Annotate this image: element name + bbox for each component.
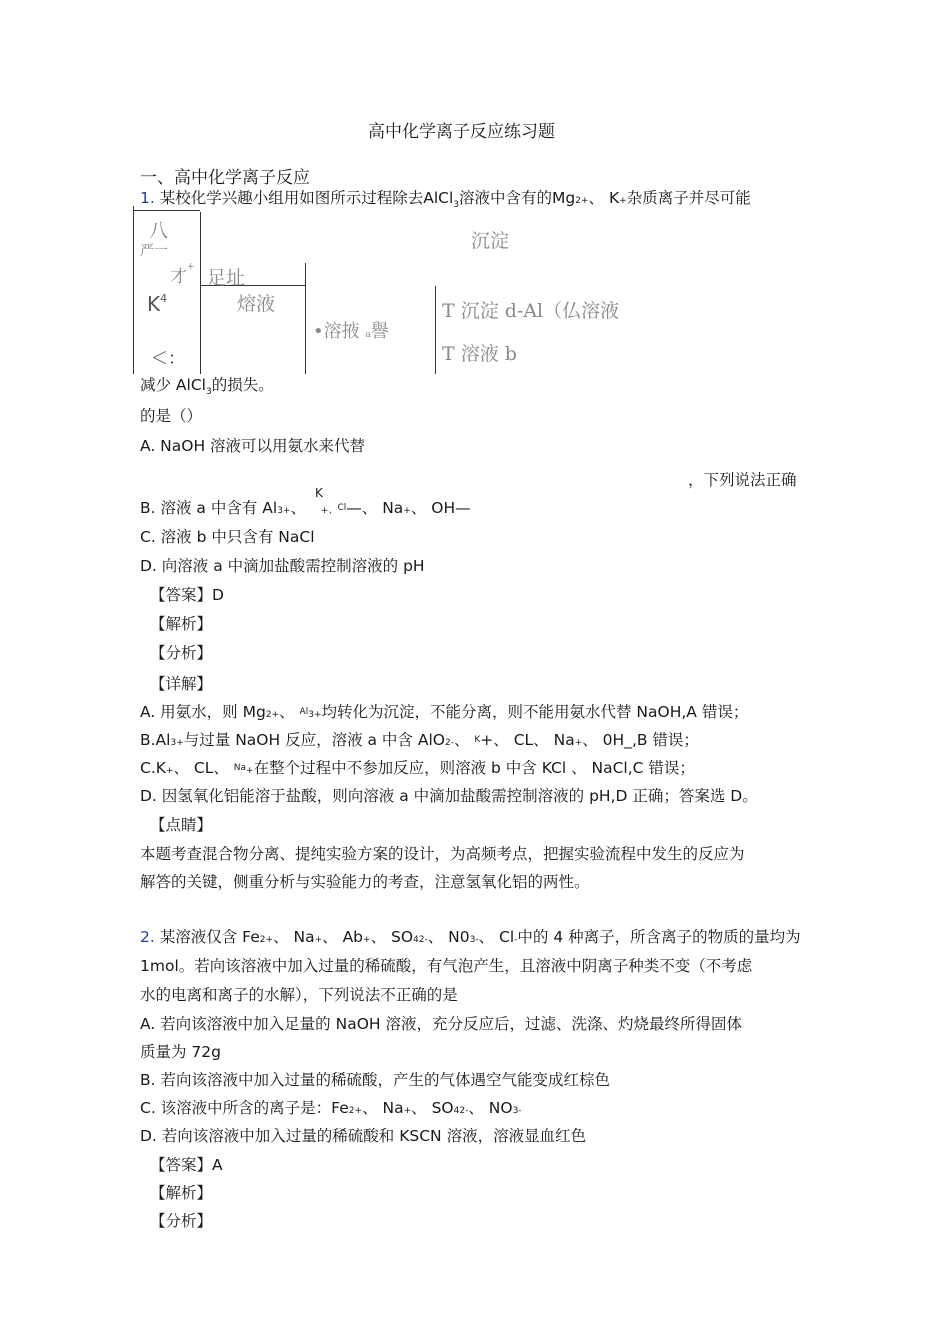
q1-stem-cont: 减少 AlCl$_3$的损失。 xyxy=(140,376,274,398)
q1-fenxi: 【分析】 xyxy=(150,644,213,662)
q2-option-a-line1: A. 若向该溶液中加入足量的 NaOH 溶液，充分反应后，过滤、洗涤、灼烧最终所得固体 xyxy=(140,1015,742,1033)
fig-right-1: T 沉淀 d-Al（仏溶液 xyxy=(442,300,620,322)
fig-mid-top: 足址 xyxy=(207,267,246,289)
q2-stem-line2: 1mol。若向该溶液中加入过量的稀硫酸，有气泡产生，且溶液中阴离子种类不变（不考虑 xyxy=(140,957,753,975)
fig-top-label: 沉淀 xyxy=(471,230,510,252)
q1-right-fragment: ，下列说法正确 xyxy=(688,471,797,489)
q1-option-b: B. 溶液 a 中含有 Al3+、 +、$^{Cl}$—、 Na+、 OH— xyxy=(140,499,471,517)
fig-mid-3: •溶掖 a譽 xyxy=(313,321,389,342)
q2-stem-line3: 水的电离和离子的水解），下列说法不正确的是 xyxy=(140,986,458,1004)
q2-answer: 【答案】A xyxy=(150,1156,223,1174)
q2-option-d: D. 若向该溶液中加入过量的稀硫酸和 KSCN 溶液，溶液显血红色 xyxy=(140,1127,587,1145)
q1-summary-line2: 解答的关键，侧重分析与实验能力的考查，注意氢氧化铝的两性。 xyxy=(140,873,590,891)
flowchart-figure xyxy=(133,206,813,374)
fig-right-2: T 溶液 b xyxy=(442,343,517,365)
fig-left-2: 严一 xyxy=(140,243,168,259)
q2-fenxi: 【分析】 xyxy=(150,1212,213,1230)
q1-summary-line1: 本题考查混合物分离、提纯实验方案的设计，为高频考点，把握实验流程中发生的反应为 xyxy=(140,845,745,863)
q2-option-b: B. 若向该溶液中加入过量的稀硫酸，产生的气体遇空气能变成红棕色 xyxy=(140,1071,610,1089)
section-heading: 一、高中化学离子反应 xyxy=(140,168,310,188)
fig-left-top: 八 xyxy=(149,220,169,242)
fig-left-bottom: ＜： xyxy=(151,349,185,369)
q1-answer: 【答案】D xyxy=(150,586,224,604)
fig-mid-2: 熔液 xyxy=(237,293,276,315)
q1-analysis: 【解析】 xyxy=(150,615,213,633)
q1-option-b-k: K xyxy=(315,486,323,500)
q1-number: 1. xyxy=(140,189,155,207)
q1-detail: 【详解】 xyxy=(150,675,213,693)
q1-detail-b: B.Al3+与过量 NaOH 反应，溶液 a 中含 AlO2-、 $^K$+、 CL、 Na+、 0H_,B 错误； xyxy=(140,731,699,749)
q1-stem-line: 1. 某校化学兴趣小组用如图所示过程除去AlCl$_3$溶液中含有的Mg2+、 K+杂质离子并尽可能 xyxy=(140,189,751,211)
q1-option-a: A. NaOH 溶液可以用氨水来代替 xyxy=(140,437,366,455)
q1-stem-end: 的是（） xyxy=(140,407,203,425)
page-title: 高中化学离子反应练习题 xyxy=(368,122,555,142)
fig-left-3: 才+ xyxy=(170,262,195,287)
q2-option-a-line2: 质量为 72g xyxy=(140,1043,221,1061)
q2-stem-line1: 2. 某溶液仅含 Fe2+、 Na+、 Ab+、 SO42-、 N03-、 Cl-中的 4 种离子，所含离子的物质的量均为 xyxy=(140,928,801,946)
fig-left-k: $K^4$ xyxy=(147,292,168,316)
q1-dianjing: 【点睛】 xyxy=(150,816,213,834)
q1-option-d: D. 向溶液 a 中滴加盐酸需控制溶液的 pH xyxy=(140,557,425,575)
q1-option-c: C. 溶液 b 中只含有 NaCl xyxy=(140,528,315,546)
q1-detail-a: A. 用氨水，则 Mg2+、 $^{Al}$3+均转化为沉淀，不能分离，则不能用氨水代替 NaOH,A 错误； xyxy=(140,703,749,721)
q1-detail-d: D. 因氢氧化铝能溶于盐酸，则向溶液 a 中滴加盐酸需控制溶液的 pH,D 正确；答案选 D。 xyxy=(140,787,758,805)
q2-analysis: 【解析】 xyxy=(150,1184,213,1202)
q2-option-c: C. 该溶液中所含的离子是：Fe2+、 Na+、 SO42-、 NO3- xyxy=(140,1099,522,1117)
q1-detail-c: C.K+、 CL、 $^{Na}$+在整个过程中不参加反应，则溶液 b 中含 KCl 、 NaCl,C 错误； xyxy=(140,759,695,777)
